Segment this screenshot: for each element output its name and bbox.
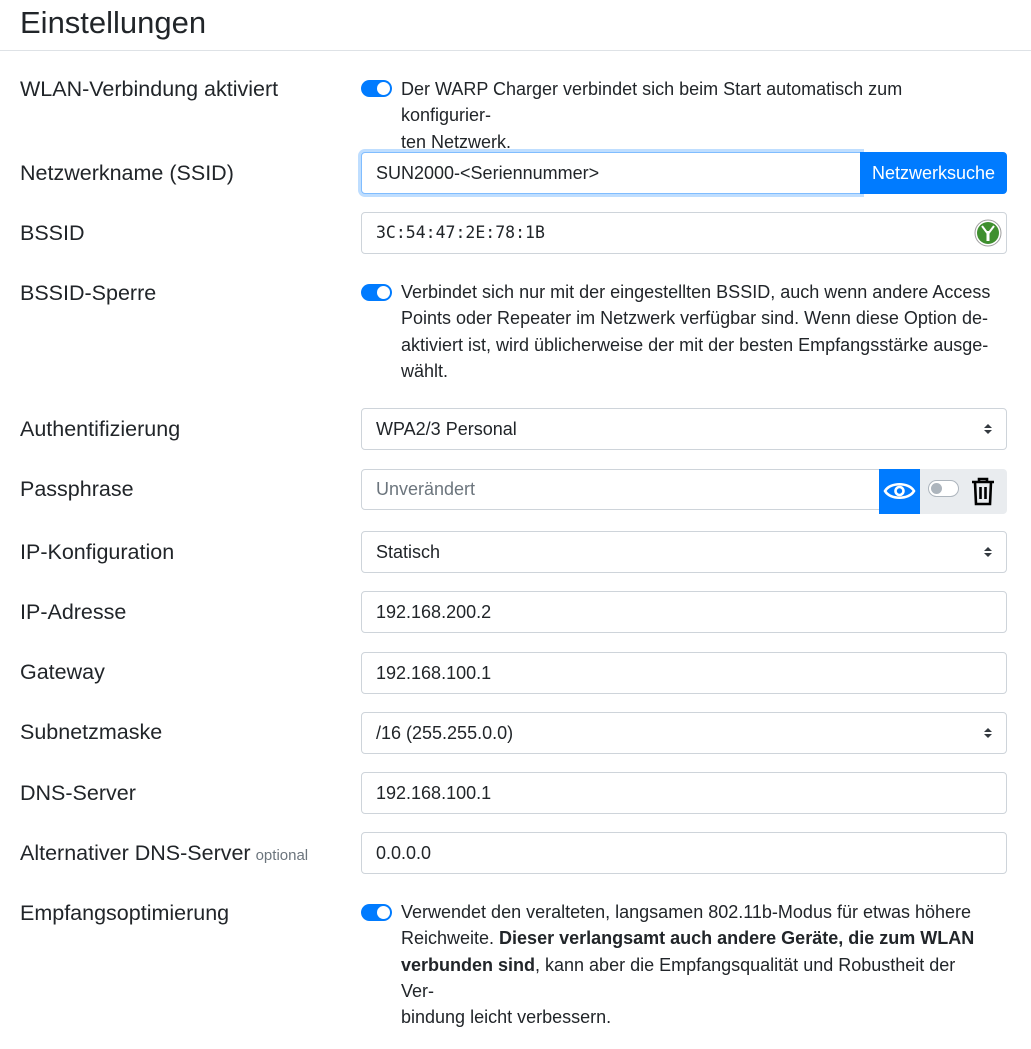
network-search-button[interactable]: Netzwerksuche [860,152,1007,194]
eye-icon [879,469,920,514]
dns-alt-label-text: Alternativer DNS-Server [20,841,251,865]
gateway-input[interactable]: 192.168.100.1 [361,652,1007,694]
subnet-selected-value: /16 (255.255.0.0) [376,723,514,743]
bssid-lock-description [401,279,991,384]
show-passphrase-button[interactable] [879,469,920,514]
auth-select[interactable] [361,408,1007,450]
passphrase-label: Passphrase [20,477,134,501]
ip-config-select[interactable] [361,531,1007,573]
auth-label: Authentifizierung [20,417,181,441]
dns-input[interactable]: 192.168.100.1 [361,772,1007,814]
gateway-label: Gateway [20,660,105,684]
toggle-knob [377,82,390,95]
rx-optimization-label: Empfangsoptimierung [20,901,230,925]
page-title: Einstellungen [20,5,207,40]
subnet-label: Subnetzmaske [20,720,163,744]
select-arrows-icon [983,422,993,436]
toggle-knob [377,286,390,299]
dns-label: DNS-Server [20,781,136,805]
trash-icon[interactable] [970,476,996,506]
wlan-enabled-toggle[interactable] [361,80,392,97]
bssid-lock-toggle[interactable] [361,284,392,301]
ip-config-selected-value: Statisch [376,542,441,562]
select-arrows-icon [983,545,993,559]
ssid-input[interactable]: SUN2000-<Seriennummer> [361,152,861,194]
passphrase-input[interactable]: Unverändert [361,469,880,510]
description-line: ten Netzwerk. [401,131,512,152]
description-line [401,952,991,1005]
description-line: Verbindet sich nur mit der eingestellten BSSID, auch wenn andere Access [401,282,991,302]
page-header [0,0,1031,51]
ip-config-label: IP-Konfiguration [20,540,175,564]
description-line: Points oder Repeater im Netzwerk verfügbar sind. Wenn diese Option de- [401,308,988,329]
rx-optimization-toggle[interactable] [361,904,392,921]
description-line: bindung leicht verbessern. [401,1007,612,1028]
bssid-lock-label: BSSID-Sperre [20,281,157,305]
description-warning: verbunden sind [401,954,536,975]
description-warning: Dieser verlangsamt auch andere Geräte, die zum WLAN [499,928,975,949]
toggle-knob [377,906,390,919]
select-arrows-icon [983,726,993,740]
ip-address-label: IP-Adresse [20,600,127,624]
description-line [401,925,991,951]
optional-hint: optional [255,847,309,864]
bssid-input[interactable] [361,212,1007,254]
wlan-enabled-label: WLAN-Verbindung aktiviert [20,77,279,101]
wlan-enabled-description [401,76,991,155]
subnet-select[interactable] [361,712,1007,754]
clear-passphrase-toggle[interactable] [928,480,959,497]
description-line: aktiviert ist, wird üblicherweise der mit der besten Empfangsstärke ausge- [401,334,989,355]
description-line: Der WARP Charger verbindet sich beim Start automatisch zum konfigurier- [401,79,903,126]
toggle-knob [931,483,942,494]
dns-alt-label [20,840,308,869]
ssid-label: Netzwerkname (SSID) [20,161,234,185]
ip-address-input[interactable]: 192.168.200.2 [361,591,1007,633]
auth-selected-value: WPA2/3 Personal [376,419,517,439]
description-line: wählt. [401,360,449,381]
password-manager-icon[interactable] [974,219,1002,247]
description-line: Verwendet den veralteten, langsamen 802.11b-Modus für etwas höhere [401,902,972,922]
passphrase-addon [920,469,1007,514]
description-text: , kann aber die Empfangsqualität und Robustheit der Ver- [401,954,956,1001]
bssid-value: 3C:54:47:2E:78:1B [376,223,545,242]
dns-alt-input[interactable]: 0.0.0.0 [361,832,1007,874]
rx-optimization-description [401,899,991,1030]
description-text: Reichweite. [401,928,500,949]
bssid-label: BSSID [20,221,85,245]
